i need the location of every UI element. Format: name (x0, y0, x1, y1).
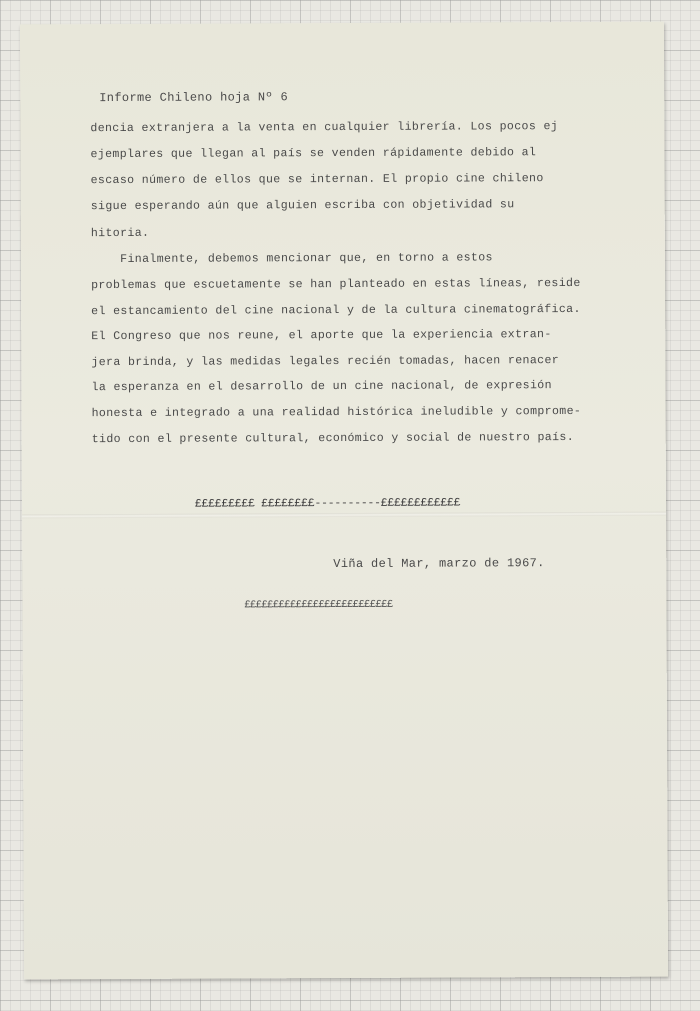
typed-ornament: ££££££££££££££££££££££££££ (244, 598, 393, 612)
paragraph-2-line: tido con el presente cultural, económico y social de nuestro país. (91, 430, 575, 447)
paragraph-2-line: jera brinda, y las medidas legales recién tomadas, hacen renacer (91, 354, 560, 370)
paragraph-1-line: escaso número de ellos que se internan. El propio cine chileno (90, 172, 544, 188)
paragraph-1-line: dencia extranjera a la venta en cualquier librería. Los pocos ej (90, 120, 559, 136)
paragraph-2-line: honesta e integrado a una realidad histórica ineludible y comprome- (91, 404, 582, 421)
paragraph-1-line: hitoria. (90, 226, 150, 241)
typewritten-page (20, 22, 668, 980)
paragraph-2-line: Finalmente, debemos mencionar que, en torno a estos (90, 251, 493, 267)
page-header: Informe Chileno hoja Nº 6 (99, 90, 289, 106)
paragraph-2-line: El Congreso que nos reune, el aporte que la experiencia extran- (91, 328, 552, 344)
place-and-date: Viña del Mar, marzo de 1967. (333, 556, 545, 572)
paper-fold-crease (22, 512, 666, 519)
paragraph-2-line: la esperanza en el desarrollo de un cine nacional, de expresión (91, 379, 552, 395)
paragraph-2-line: problemas que escuetamente se han planteado en estas líneas, reside (91, 276, 581, 293)
paragraph-1-line: ejemplares que llegan al país se venden rápidamente debido al (90, 146, 537, 162)
typed-divider: £££££££££ ££££££££----------££££££££££££ (194, 497, 461, 511)
paragraph-2-line: el estancamiento del cine nacional y de la cultura cinematográfica. (91, 302, 581, 319)
paragraph-1-line: sigue esperando aún que alguien escriba con objetividad su (90, 198, 515, 214)
